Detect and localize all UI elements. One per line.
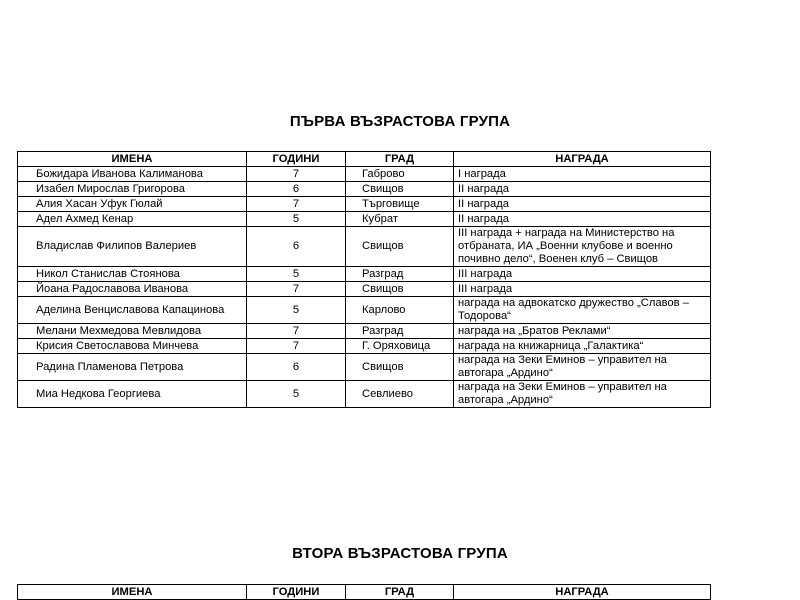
table-row — [18, 282, 711, 297]
group2-table — [17, 584, 711, 600]
row-city: Разград — [346, 267, 454, 282]
group1-table — [17, 151, 711, 408]
row-city: Г. Оряховица — [346, 339, 454, 354]
row-city: Свищов — [346, 282, 454, 297]
header-names: ИМЕНА — [18, 585, 247, 600]
row-award: III награда + награда на Министерство на отбраната, ИА „Военни клубове и военно почивно дело“, Военен клуб – Свищов — [454, 227, 711, 267]
table-row — [18, 354, 711, 381]
row-city: Свищов — [346, 182, 454, 197]
row-award: III награда — [454, 267, 711, 282]
group1-title: ПЪРВА ВЪЗРАСТОВА ГРУПА — [289, 113, 511, 130]
row-city: Свищов — [346, 227, 454, 267]
row-award: награда на „Братов Реклами“ — [454, 324, 711, 339]
header-city: ГРАД — [346, 152, 454, 167]
table-row — [18, 381, 711, 408]
header-age: ГОДИНИ — [247, 585, 346, 600]
row-age: 7 — [247, 167, 346, 182]
table-row — [18, 324, 711, 339]
row-age: 5 — [247, 297, 346, 324]
row-age: 5 — [247, 267, 346, 282]
header-names: ИМЕНА — [18, 152, 247, 167]
row-award: II награда — [454, 182, 711, 197]
group2-header-row — [18, 585, 711, 600]
table-row — [18, 182, 711, 197]
row-name: Никол Станислав Стоянова — [18, 267, 247, 282]
row-award: III награда — [454, 282, 711, 297]
row-name: Миа Недкова Георгиева — [18, 381, 247, 408]
table-row — [18, 197, 711, 212]
table-row — [18, 297, 711, 324]
group1-header-row — [18, 152, 711, 167]
header-award: НАГРАДА — [454, 585, 711, 600]
table-row — [18, 267, 711, 282]
row-name: Мелани Мехмедова Мевлидова — [18, 324, 247, 339]
table-row — [18, 212, 711, 227]
row-age: 6 — [247, 227, 346, 267]
row-name: Йоана Радославова Иванова — [18, 282, 247, 297]
row-name: Божидара Иванова Калиманова — [18, 167, 247, 182]
row-award: II награда — [454, 197, 711, 212]
row-award: награда на книжарница „Галактика“ — [454, 339, 711, 354]
row-city: Севлиево — [346, 381, 454, 408]
header-award: НАГРАДА — [454, 152, 711, 167]
row-award: награда на Зеки Еминов – управител на автогара „Ардино“ — [454, 354, 711, 381]
row-age: 6 — [247, 354, 346, 381]
row-award: I награда — [454, 167, 711, 182]
header-city: ГРАД — [346, 585, 454, 600]
table-row — [18, 227, 711, 267]
row-city: Габрово — [346, 167, 454, 182]
row-city: Търговище — [346, 197, 454, 212]
table-row — [18, 167, 711, 182]
row-name: Адел Ахмед Кенар — [18, 212, 247, 227]
row-city: Карлово — [346, 297, 454, 324]
header-age: ГОДИНИ — [247, 152, 346, 167]
row-age: 6 — [247, 182, 346, 197]
row-award: II награда — [454, 212, 711, 227]
row-name: Крисия Светославова Минчева — [18, 339, 247, 354]
row-name: Владислав Филипов Валериев — [18, 227, 247, 267]
row-age: 7 — [247, 339, 346, 354]
row-city: Свищов — [346, 354, 454, 381]
row-name: Аделина Венциславова Капацинова — [18, 297, 247, 324]
row-age: 7 — [247, 197, 346, 212]
row-age: 5 — [247, 212, 346, 227]
row-city: Кубрат — [346, 212, 454, 227]
group2-title: ВТОРА ВЪЗРАСТОВА ГРУПА — [292, 545, 508, 562]
row-award: награда на Зеки Еминов – управител на автогара „Ардино“ — [454, 381, 711, 408]
row-name: Радина Пламенова Петрова — [18, 354, 247, 381]
row-name: Изабел Мирослав Григорова — [18, 182, 247, 197]
row-age: 7 — [247, 282, 346, 297]
row-age: 7 — [247, 324, 346, 339]
table-row — [18, 339, 711, 354]
row-city: Разград — [346, 324, 454, 339]
row-award: награда на адвокатско дружество „Славов – Тодорова“ — [454, 297, 711, 324]
row-name: Алия Хасан Уфук Гюлай — [18, 197, 247, 212]
row-age: 5 — [247, 381, 346, 408]
